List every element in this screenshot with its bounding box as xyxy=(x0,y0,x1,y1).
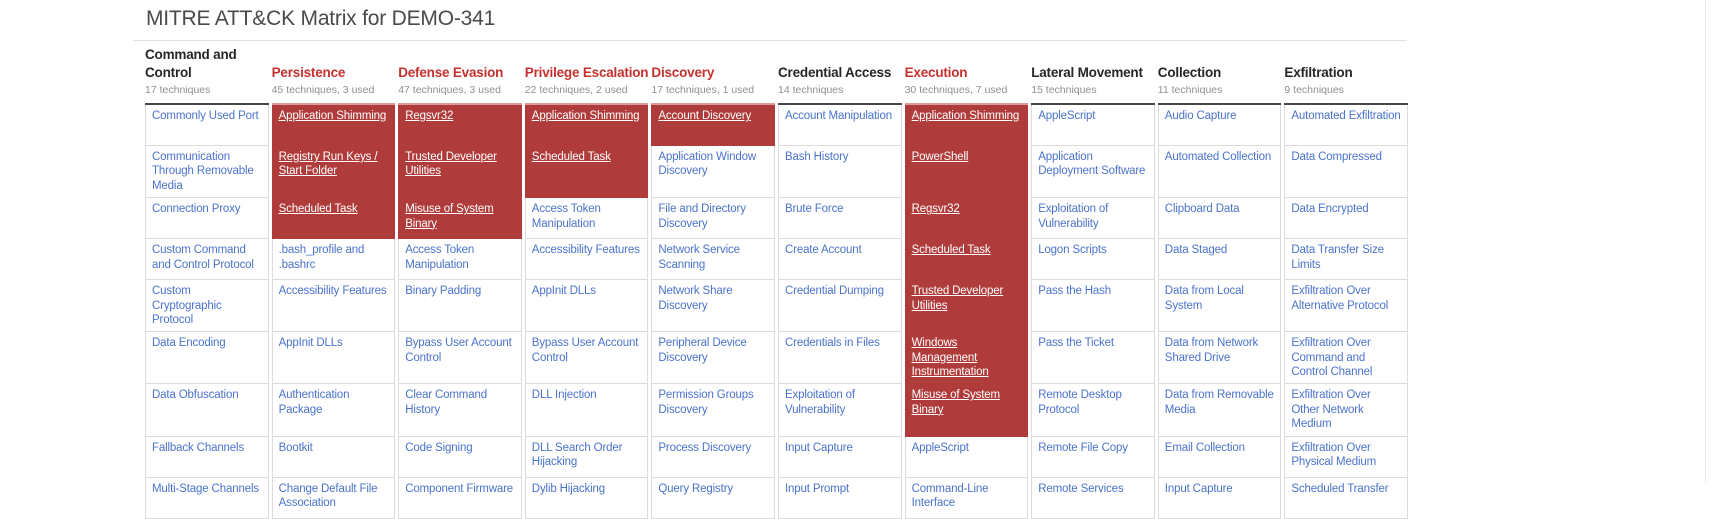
technique-cell-misuse-of-system-binary[interactable] xyxy=(905,384,1029,436)
technique-label[interactable]: Remote Services xyxy=(1038,482,1124,495)
technique-label[interactable]: Application Deployment Software xyxy=(1038,151,1146,178)
technique-label[interactable]: Scheduled Task xyxy=(278,203,358,216)
technique-label[interactable]: Application Shimming xyxy=(531,110,640,123)
column-technique-count: 45 techniques, 3 used xyxy=(271,84,375,97)
technique-cell-misuse-of-system-binary[interactable] xyxy=(398,198,522,239)
technique-label[interactable]: PowerShell xyxy=(911,151,969,164)
technique-cell-scheduled-task[interactable] xyxy=(525,146,649,198)
technique-cell-authentication-package[interactable] xyxy=(272,384,396,436)
technique-cell-email-collection[interactable] xyxy=(1158,437,1282,478)
technique-cell-network-service-scanning[interactable] xyxy=(651,239,775,280)
technique-cell-bootkit[interactable] xyxy=(272,437,396,478)
technique-cell-access-token-manipulation[interactable] xyxy=(398,239,522,280)
technique-label[interactable]: Exfiltration Over Physical Medium xyxy=(1291,441,1377,468)
technique-label[interactable]: Binary Padding xyxy=(405,285,482,298)
technique-label[interactable]: AppleScript xyxy=(911,441,969,454)
technique-cell-windows-management-instrumentation[interactable] xyxy=(905,332,1029,384)
technique-label[interactable]: Scheduled Task xyxy=(911,244,991,257)
column-header-exfiltration xyxy=(1284,46,1408,105)
technique-cell-custom-cryptographic-protocol[interactable] xyxy=(145,280,269,332)
technique-cell-exfiltration-over-other-network-medium[interactable] xyxy=(1284,384,1408,436)
technique-label[interactable]: Brute Force xyxy=(784,203,844,216)
column-header-lateral-movement xyxy=(1031,46,1155,105)
title-divider xyxy=(133,40,1407,41)
panel-edge-divider xyxy=(1705,0,1706,483)
technique-label[interactable]: Data Encrypted xyxy=(1291,203,1369,216)
technique-cell-binary-padding[interactable] xyxy=(398,280,522,332)
technique-label[interactable]: Data Obfuscation xyxy=(152,389,239,402)
technique-label[interactable]: Network Service Scanning xyxy=(658,244,740,271)
technique-label[interactable]: Regsvr32 xyxy=(911,203,960,216)
technique-label[interactable]: .bash_profile and .bashrc xyxy=(278,244,365,271)
technique-cell-change-default-file-association[interactable] xyxy=(272,478,396,519)
technique-label[interactable]: AppInit DLLs xyxy=(278,337,343,350)
technique-cell-access-token-manipulation[interactable] xyxy=(525,198,649,239)
column-title: Command and Control xyxy=(145,47,237,80)
technique-label[interactable]: Exfiltration Over Other Network Medium xyxy=(1291,389,1371,431)
technique-label[interactable]: Windows Management Instrumentation xyxy=(911,337,989,379)
technique-label[interactable]: Data from Network Shared Drive xyxy=(1164,337,1259,364)
technique-cell-multi-stage-channels[interactable] xyxy=(145,478,269,519)
technique-cell-powershell[interactable] xyxy=(905,146,1029,198)
technique-label[interactable]: AppleScript xyxy=(1038,110,1096,123)
technique-label[interactable]: Account Discovery xyxy=(658,110,752,123)
technique-label[interactable]: Authentication Package xyxy=(278,389,350,416)
technique-label[interactable]: Code Signing xyxy=(405,441,473,454)
technique-cell-query-registry[interactable] xyxy=(651,478,775,519)
column-header-defense-evasion xyxy=(398,46,522,105)
technique-label[interactable]: Custom Cryptographic Protocol xyxy=(152,285,222,326)
technique-label[interactable]: AppInit DLLs xyxy=(531,285,596,298)
technique-label[interactable]: Application Window Discovery xyxy=(658,151,757,178)
technique-cell-trusted-developer-utilities[interactable] xyxy=(905,280,1029,332)
column-technique-count: 15 techniques xyxy=(1031,84,1097,97)
technique-cell-credentials-in-files[interactable] xyxy=(778,332,902,384)
technique-label[interactable]: Dylib Hijacking xyxy=(531,482,605,495)
attack-matrix xyxy=(145,46,1408,519)
technique-label[interactable]: Component Firmware xyxy=(405,482,514,495)
technique-label[interactable]: Exploitation of Vulnerability xyxy=(784,389,855,416)
technique-label[interactable]: Logon Scripts xyxy=(1038,244,1107,257)
technique-label[interactable]: Trusted Developer Utilities xyxy=(405,151,497,178)
technique-cell-credential-dumping[interactable] xyxy=(778,280,902,332)
technique-label[interactable]: Accessibility Features xyxy=(278,285,387,298)
technique-cell-data-obfuscation[interactable] xyxy=(145,384,269,436)
technique-cell-peripheral-device-discovery[interactable] xyxy=(651,332,775,384)
technique-label[interactable]: Commonly Used Port xyxy=(152,110,259,123)
technique-cell-input-capture[interactable] xyxy=(1158,478,1282,519)
technique-label[interactable]: Peripheral Device Discovery xyxy=(658,337,747,364)
column-title: Defense Evasion xyxy=(398,64,504,80)
technique-label[interactable]: Clipboard Data xyxy=(1164,203,1240,216)
column-title: Execution xyxy=(904,64,968,80)
technique-cell-accessibility-features[interactable] xyxy=(525,239,649,280)
technique-label[interactable]: Application Shimming xyxy=(911,110,1020,123)
technique-label[interactable]: Scheduled Transfer xyxy=(1291,482,1389,495)
technique-label[interactable]: Custom Command and Control Protocol xyxy=(152,244,254,271)
technique-cell-process-discovery[interactable] xyxy=(651,437,775,478)
column-header-execution xyxy=(905,46,1029,105)
technique-cell-data-from-removable-media[interactable] xyxy=(1158,384,1282,436)
column-technique-count: 22 techniques, 2 used xyxy=(524,84,628,97)
technique-cell-network-share-discovery[interactable] xyxy=(651,280,775,332)
technique-cell-account-manipulation[interactable] xyxy=(778,105,902,146)
technique-label[interactable]: Data Encoding xyxy=(152,337,226,350)
technique-label[interactable]: Pass the Hash xyxy=(1038,285,1112,298)
technique-cell-appinit-dlls[interactable] xyxy=(272,332,396,384)
technique-cell-dylib-hijacking[interactable] xyxy=(525,478,649,519)
technique-cell-custom-command-and-control-protocol[interactable] xyxy=(145,239,269,280)
column-header-command-and-control xyxy=(145,46,269,105)
column-technique-count: 11 techniques xyxy=(1157,84,1223,97)
technique-cell-applescript[interactable] xyxy=(905,437,1029,478)
technique-cell-code-signing[interactable] xyxy=(398,437,522,478)
technique-label[interactable]: Data from Local System xyxy=(1164,285,1244,312)
technique-label[interactable]: Automated Collection xyxy=(1164,151,1272,164)
technique-cell-accessibility-features[interactable] xyxy=(272,280,396,332)
technique-cell-connection-proxy[interactable] xyxy=(145,198,269,239)
technique-label[interactable]: Bash History xyxy=(784,151,849,164)
technique-cell-bash-history[interactable] xyxy=(778,146,902,198)
technique-label[interactable]: Accessibility Features xyxy=(531,244,640,257)
column-title: Privilege Escalation xyxy=(524,64,649,80)
technique-cell-application-window-discovery[interactable] xyxy=(651,146,775,198)
technique-label[interactable]: Bypass User Account Control xyxy=(405,337,512,364)
column-title: Persistence xyxy=(271,64,346,80)
technique-label[interactable]: Change Default File Association xyxy=(278,482,378,509)
technique-label[interactable]: Permission Groups Discovery xyxy=(658,389,754,416)
technique-cell-trusted-developer-utilities[interactable] xyxy=(398,146,522,198)
column-title: Exfiltration xyxy=(1284,64,1353,80)
technique-label[interactable]: Data Staged xyxy=(1164,244,1228,257)
technique-label[interactable]: Fallback Channels xyxy=(152,441,245,454)
page-title: MITRE ATT&CK Matrix for DEMO-341 xyxy=(146,7,496,30)
technique-cell-data-encrypted[interactable] xyxy=(1284,198,1408,239)
technique-cell-brute-force[interactable] xyxy=(778,198,902,239)
column-title: Discovery xyxy=(651,64,715,80)
technique-label[interactable]: Data from Removable Media xyxy=(1164,389,1274,416)
technique-label[interactable]: Query Registry xyxy=(658,482,733,495)
technique-cell-communication-through-removable-media[interactable] xyxy=(145,146,269,198)
technique-label[interactable]: Communication Through Removable Media xyxy=(152,151,254,192)
technique-cell-audio-capture[interactable] xyxy=(1158,105,1282,146)
technique-cell-appinit-dlls[interactable] xyxy=(525,280,649,332)
column-technique-count: 14 techniques xyxy=(777,84,844,97)
column-header-persistence xyxy=(272,46,396,105)
column-header-credential-access xyxy=(778,46,902,105)
technique-cell-commonly-used-port[interactable] xyxy=(145,105,269,146)
technique-cell-exfiltration-over-physical-medium[interactable] xyxy=(1284,437,1408,478)
technique-label[interactable]: Access Token Manipulation xyxy=(405,244,475,271)
technique-label[interactable]: Email Collection xyxy=(1164,441,1245,454)
technique-label[interactable]: Exploitation of Vulnerability xyxy=(1038,203,1109,230)
technique-cell-logon-scripts[interactable] xyxy=(1031,239,1155,280)
technique-label[interactable]: Credential Dumping xyxy=(784,285,884,298)
column-title: Lateral Movement xyxy=(1031,64,1143,80)
technique-cell-applescript[interactable] xyxy=(1031,105,1155,146)
technique-cell-data-from-network-shared-drive[interactable] xyxy=(1158,332,1282,384)
technique-cell-data-staged[interactable] xyxy=(1158,239,1282,280)
technique-cell-remote-desktop-protocol[interactable] xyxy=(1031,384,1155,436)
column-title: Collection xyxy=(1157,64,1222,80)
technique-label[interactable]: Audio Capture xyxy=(1164,110,1237,123)
technique-cell-remote-file-copy[interactable] xyxy=(1031,437,1155,478)
technique-cell-scheduled-transfer[interactable] xyxy=(1284,478,1408,519)
technique-label[interactable]: Account Manipulation xyxy=(784,110,892,123)
technique-label[interactable]: Pass the Ticket xyxy=(1038,337,1114,350)
technique-label[interactable]: DLL Search Order Hijacking xyxy=(531,441,623,468)
technique-cell-regsvr32[interactable] xyxy=(398,105,522,146)
technique-label[interactable]: Automated Exfiltration xyxy=(1291,110,1401,123)
technique-cell-exfiltration-over-command-and-control-channel[interactable] xyxy=(1284,332,1408,384)
technique-label[interactable]: Command-Line Interface xyxy=(911,482,989,509)
technique-cell-input-capture[interactable] xyxy=(778,437,902,478)
technique-label[interactable]: Input Capture xyxy=(784,441,853,454)
technique-cell-bash-profile-and-bashrc[interactable] xyxy=(272,239,396,280)
technique-cell-component-firmware[interactable] xyxy=(398,478,522,519)
technique-cell-exploitation-of-vulnerability[interactable] xyxy=(1031,198,1155,239)
technique-cell-input-prompt[interactable] xyxy=(778,478,902,519)
technique-cell-application-shimming[interactable] xyxy=(525,105,649,146)
technique-cell-dll-search-order-hijacking[interactable] xyxy=(525,437,649,478)
technique-label[interactable]: Scheduled Task xyxy=(531,151,611,164)
technique-label[interactable]: Credentials in Files xyxy=(784,337,880,350)
column-technique-count: 17 techniques, 1 used xyxy=(651,84,755,97)
technique-label[interactable]: Create Account xyxy=(784,244,862,257)
technique-cell-application-shimming[interactable] xyxy=(272,105,396,146)
column-technique-count: 9 techniques xyxy=(1284,84,1344,97)
technique-label[interactable]: Misuse of System Binary xyxy=(911,389,1000,416)
technique-cell-file-and-directory-discovery[interactable] xyxy=(651,198,775,239)
technique-label[interactable]: Misuse of System Binary xyxy=(405,203,494,230)
technique-label[interactable]: Exfiltration Over Command and Control Channel xyxy=(1291,337,1373,379)
technique-cell-exfiltration-over-alternative-protocol[interactable] xyxy=(1284,280,1408,332)
technique-label[interactable]: Data Transfer Size Limits xyxy=(1291,244,1384,271)
technique-label[interactable]: Registry Run Keys / Start Folder xyxy=(278,151,378,178)
technique-cell-dll-injection[interactable] xyxy=(525,384,649,436)
technique-cell-bypass-user-account-control[interactable] xyxy=(525,332,649,384)
technique-cell-scheduled-task[interactable] xyxy=(905,239,1029,280)
technique-cell-registry-run-keys-start-folder[interactable] xyxy=(272,146,396,198)
column-title: Credential Access xyxy=(777,64,892,80)
technique-label[interactable]: Multi-Stage Channels xyxy=(152,482,259,495)
technique-label[interactable]: Access Token Manipulation xyxy=(531,203,601,230)
technique-label[interactable]: Trusted Developer Utilities xyxy=(911,285,1004,312)
technique-cell-application-shimming[interactable] xyxy=(905,105,1029,146)
technique-label[interactable]: Data Compressed xyxy=(1291,151,1382,164)
technique-label[interactable]: DLL Injection xyxy=(531,389,597,402)
technique-cell-clear-command-history[interactable] xyxy=(398,384,522,436)
technique-cell-scheduled-task[interactable] xyxy=(272,198,396,239)
technique-cell-fallback-channels[interactable] xyxy=(145,437,269,478)
technique-label[interactable]: Regsvr32 xyxy=(405,110,454,123)
technique-cell-exploitation-of-vulnerability[interactable] xyxy=(778,384,902,436)
technique-cell-data-compressed[interactable] xyxy=(1284,146,1408,198)
column-header-discovery xyxy=(651,46,775,105)
technique-label[interactable]: Remote Desktop Protocol xyxy=(1038,389,1122,416)
column-technique-count: 47 techniques, 3 used xyxy=(398,84,501,97)
technique-cell-pass-the-hash[interactable] xyxy=(1031,280,1155,332)
column-header-collection xyxy=(1158,46,1282,105)
technique-cell-create-account[interactable] xyxy=(778,239,902,280)
technique-label[interactable]: Remote File Copy xyxy=(1038,441,1128,454)
technique-cell-automated-exfiltration[interactable] xyxy=(1284,105,1408,146)
technique-cell-account-discovery[interactable] xyxy=(651,105,775,146)
technique-label[interactable]: Application Shimming xyxy=(278,110,387,123)
technique-cell-regsvr32[interactable] xyxy=(905,198,1029,239)
technique-label[interactable]: File and Directory Discovery xyxy=(658,203,746,230)
technique-cell-remote-services[interactable] xyxy=(1031,478,1155,519)
technique-cell-permission-groups-discovery[interactable] xyxy=(651,384,775,436)
technique-label[interactable]: Input Capture xyxy=(1164,482,1233,495)
technique-label[interactable]: Clear Command History xyxy=(405,389,487,416)
technique-cell-bypass-user-account-control[interactable] xyxy=(398,332,522,384)
technique-cell-data-from-local-system[interactable] xyxy=(1158,280,1282,332)
column-technique-count: 17 techniques xyxy=(145,84,211,97)
technique-label[interactable]: Exfiltration Over Alternative Protocol xyxy=(1291,285,1389,312)
technique-label[interactable]: Bypass User Account Control xyxy=(531,337,639,364)
technique-cell-data-transfer-size-limits[interactable] xyxy=(1284,239,1408,280)
technique-label[interactable]: Input Prompt xyxy=(784,482,850,495)
technique-cell-command-line-interface[interactable] xyxy=(905,478,1029,519)
column-header-privilege-escalation xyxy=(525,46,649,105)
column-technique-count: 30 techniques, 7 used xyxy=(904,84,1008,97)
technique-label[interactable]: Network Share Discovery xyxy=(658,285,733,312)
technique-label[interactable]: Connection Proxy xyxy=(152,203,241,216)
technique-cell-pass-the-ticket[interactable] xyxy=(1031,332,1155,384)
technique-label[interactable]: Bootkit xyxy=(278,441,313,454)
technique-cell-data-encoding[interactable] xyxy=(145,332,269,384)
technique-cell-clipboard-data[interactable] xyxy=(1158,198,1282,239)
technique-cell-application-deployment-software[interactable] xyxy=(1031,146,1155,198)
technique-cell-automated-collection[interactable] xyxy=(1158,146,1282,198)
technique-label[interactable]: Process Discovery xyxy=(658,441,752,454)
